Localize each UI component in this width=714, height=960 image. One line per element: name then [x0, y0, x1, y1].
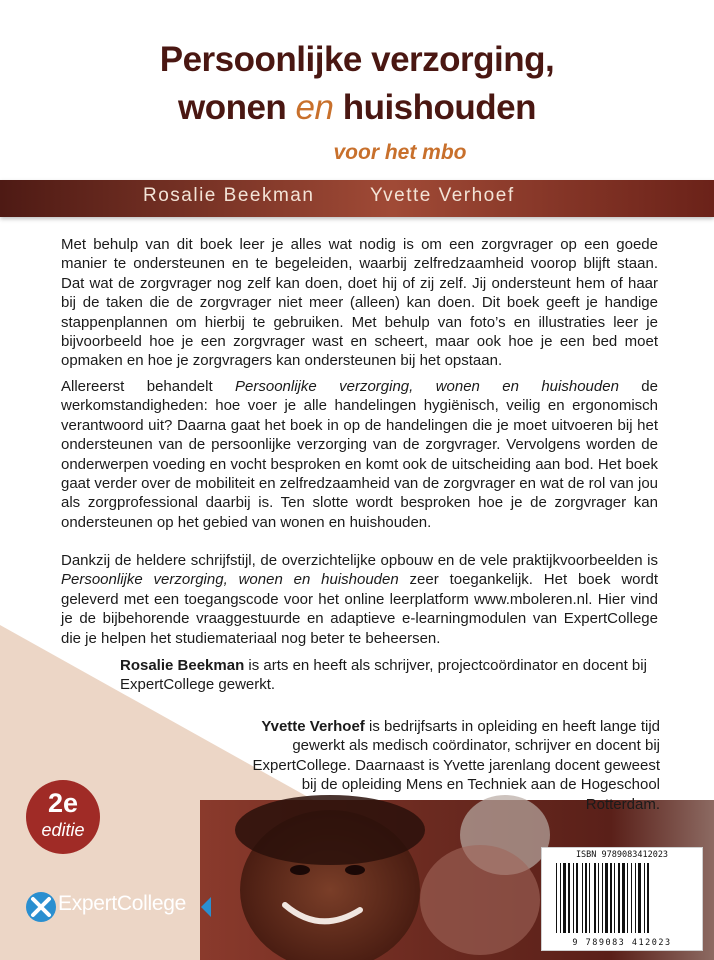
blurb-text: Allereerst behandelt [61, 378, 236, 395]
blurb-text: Dankzij de heldere schrijfstijl, de overzichtelijke opbouw en de vele praktijkvoorbeelden is [61, 552, 658, 569]
book-title-reference: Persoonlijke verzorging, wonen en huishouden [235, 378, 619, 395]
blurb-paragraph [61, 551, 658, 648]
title-word: huishouden [333, 88, 537, 127]
isbn-label: ISBN 9789083412023 [575, 850, 669, 860]
book-title-reference: Persoonlijke verzorging, wonen en huishouden [61, 571, 399, 589]
blurb-text: zeer toegankelijk. Het boek wordt geleverd met een toegangscode voor het online leerplatform www.mboleren.nl. Hier vind je de bijbehorende vraaggestuurde en adaptieve e-learningmodulen van ExpertCollege die je helpen het studiemateriaal nog beter te beheersen. [61, 571, 659, 647]
edition-badge [26, 780, 100, 854]
barcode-bars [554, 863, 694, 933]
title-word: wonen [177, 88, 296, 127]
book-title-line-1: Persoonlijke verzorging, [159, 40, 555, 79]
publisher-name: ExpertCollege [58, 892, 187, 915]
author-name: Rosalie Beekman [143, 185, 315, 206]
book-title-line-2 [0, 88, 714, 128]
author-band [0, 180, 714, 217]
edition-label: editie [41, 820, 85, 840]
barcode-digits: 9 789083 412023 [572, 938, 672, 948]
publisher-logo [25, 880, 215, 934]
author-bio-name: Yvette Verhoef [261, 718, 365, 735]
isbn-barcode [541, 847, 703, 951]
blurb-paragraph: Met behulp van dit boek leer je alles wat nodig is om een zorgvrager op een goede manier te ondersteunen en te begeleiden, waarbij zelfredzaamheid voorop blijft staan. Dat wat de zorgvrager nog zelf kan doen, doet hij of zij zelf. Jij ondersteunt hem of haar bij de taken die de zorgvrager niet meer (alleen) kan doen. Dit boek geeft je handige stappenplannen om hierbij te gebruiken. Met behulp van foto’s en illustraties leer je bijvoorbeeld hoe je een zorgvrager wast en scheert, maar ook hoe je een bed moet opmaken en hoe je zorgvragers kan ondersteunen bij het opstaan. [61, 236, 658, 370]
title-word-en: en [295, 88, 334, 127]
author-bio-name: Rosalie Beekman [120, 657, 245, 674]
blurb-text: de werkomstandigheden: hoe voer je alle handelingen hygiënisch, veilig en ergonomisch verantwoord uit? Daarna gaat het boek in op de handelingen die je moet uitvoeren bij het ondersteunen van de persoonlijke verzorging van de zorgvrager. Vervolgens worden de onderwerpen voeding en vocht besproken en komt ook de uitscheiding aan bod. Het boek gaat verder over de mobiliteit en zelfredzaamheid van de zorgvrager en wat de rol van jou als zorgprofessional daarbij is. Ten slotte wordt besproken hoe je de zorgvrager kan ondersteunen op het gebied van wonen en huishouden. [61, 378, 658, 531]
blurb-paragraph [61, 377, 658, 532]
author-bio [120, 656, 660, 695]
author-name: Yvette Verhoef [370, 185, 515, 206]
author-bio-text: is bedrijfsarts in opleiding en heeft lange tijd gewerkt als medisch coördinator, schrijver en docent bij ExpertCollege. Daarnaast is Yvette jarenlang docent geweest bij de opleiding Mens en Techniek aan de Hogeschool Rotterdam. [252, 718, 660, 813]
author-bio [238, 717, 660, 814]
author-bio-text: is arts en heeft als schrijver, projectcoördinator en docent bij ExpertCollege gewerkt. [120, 657, 647, 694]
edition-number: 2e [47, 788, 79, 818]
book-subtitle: voor het mbo [333, 141, 467, 164]
